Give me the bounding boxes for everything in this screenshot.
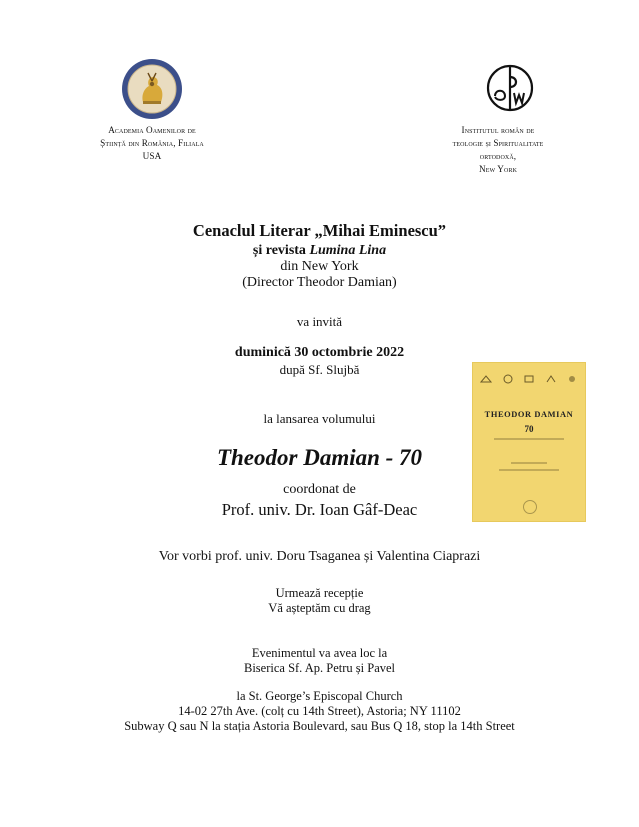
- institute-monogram-logo: [485, 63, 535, 113]
- venue-location: la St. George’s Episcopal Church: [236, 689, 403, 703]
- welcome-line: Vă așteptăm cu drag: [268, 601, 371, 615]
- book-title: Theodor Damian - 70: [216, 445, 423, 470]
- venue-address: 14-02 27th Ave. (colț cu 14th Street), Astoria; NY 11102: [178, 704, 461, 718]
- reception-line: Urmează recepție: [275, 586, 364, 600]
- right-org-name: [418, 124, 578, 176]
- cover-logo-icon: [545, 374, 557, 384]
- cover-logo-icon: [523, 374, 535, 384]
- left-org-line: USA: [142, 151, 162, 161]
- cover-number: 70: [524, 424, 534, 434]
- right-org-line: ortodoxă,: [479, 151, 517, 161]
- invite-text: va invită: [296, 314, 343, 329]
- journal-name: Lumina Lina: [309, 243, 387, 258]
- speakers: Vor vorbi prof. univ. Doru Tsaganea și Valentina Ciaprazi: [158, 549, 481, 564]
- venue-directions: Subway Q sau N la stația Astoria Boulevard, sau Bus Q 18, stop la 14th Street: [124, 719, 515, 733]
- book-cover-image: [472, 362, 586, 522]
- academy-seal-logo: [121, 58, 183, 120]
- left-org-name: [72, 124, 232, 163]
- after-service: după Sf. Slujbă: [279, 362, 360, 377]
- journal-line: [0, 243, 639, 259]
- cover-logo-icon: [502, 374, 514, 384]
- journal-prefix: și revista: [252, 243, 310, 258]
- cover-text-mark: [511, 462, 547, 464]
- right-org-line: teologie și Spiritualitate: [452, 138, 544, 148]
- launch-text: la lansarea volumului: [263, 411, 376, 426]
- right-org-line: New York: [478, 164, 518, 174]
- cover-logo-icon: [480, 374, 492, 384]
- event-date: duminică 30 octombrie 2022: [234, 345, 405, 360]
- venue-intro: Evenimentul va avea loc la: [251, 646, 388, 660]
- coordinator-name: Prof. univ. Dr. Ioan Gâf-Deac: [221, 500, 418, 519]
- venue-church: Biserica Sf. Ap. Petru și Pavel: [243, 661, 396, 675]
- left-org-line: Știință din România, Filiala: [100, 138, 204, 148]
- right-org-line: Institutul român de: [461, 125, 535, 135]
- cover-text-mark: [499, 469, 559, 471]
- cover-publisher-logo: [523, 500, 537, 514]
- cover-logos: [480, 374, 578, 384]
- location-line: din New York: [280, 259, 359, 274]
- cover-author: THEODOR DAMIAN: [484, 410, 574, 419]
- cover-logo-icon: [566, 374, 578, 384]
- left-org-line: Academia Oamenilor de: [108, 125, 196, 135]
- coordinated-by: coordonat de: [283, 482, 356, 497]
- director-line: (Director Theodor Damian): [242, 275, 397, 290]
- cover-subtitle-mark: [494, 438, 564, 440]
- event-title: Cenaclul Literar „Mihai Eminescu”: [192, 221, 447, 240]
